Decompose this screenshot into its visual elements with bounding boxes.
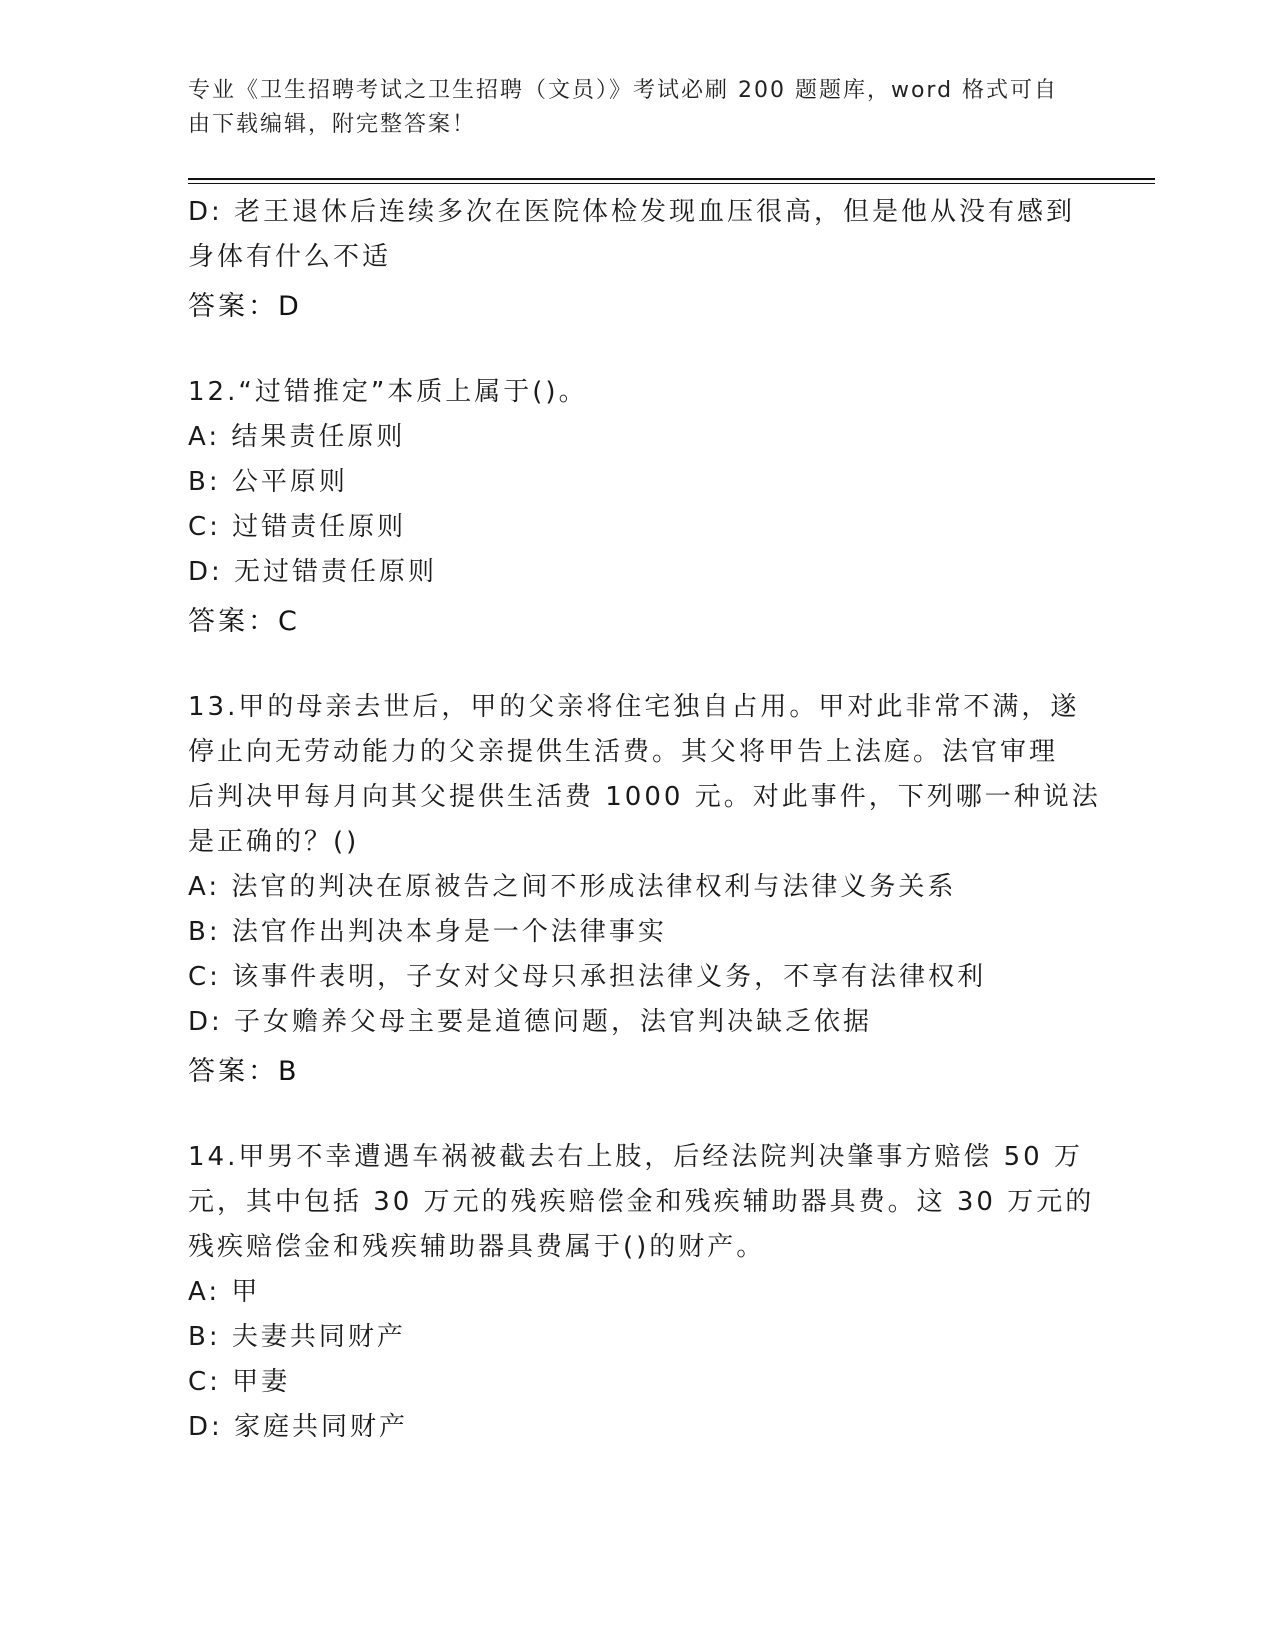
previous-question-tail	[188, 190, 1088, 329]
question-13	[188, 685, 1101, 1094]
option-a: A: 结果责任原则	[188, 422, 406, 452]
question-14	[188, 1135, 1095, 1450]
question-text-line-2: 停止向无劳动能力的父亲提供生活费。其父将甲告上法庭。法官审理	[188, 737, 1059, 767]
option-d: D: 家庭共同财产	[188, 1412, 409, 1442]
option-d: D: 子女赡养父母主要是道德问题，法官判决缺乏依据	[188, 1007, 873, 1037]
answer-line: 答案：D	[188, 291, 302, 322]
header-line-1: 专业《卫生招聘考试之卫生招聘（文员）》考试必刷 200 题题库，word 格式可自	[188, 78, 1059, 103]
option-c: C: 该事件表明，子女对父母只承担法律义务，不享有法律权利	[188, 962, 987, 992]
option-a: A: 甲	[188, 1277, 261, 1307]
option-d: D: 老王退休后连续多次在医院体检发现血压很高，但是他从没有感到	[188, 197, 1076, 227]
option-c: C: 甲妻	[188, 1367, 291, 1397]
answer-line: 答案：B	[188, 1056, 300, 1087]
option-b: B: 法官作出判决本身是一个法律事实	[188, 917, 667, 947]
document-header	[188, 74, 1068, 142]
header-rule-thin	[188, 183, 1155, 184]
header-line-2: 由下载编辑，附完整答案！	[188, 112, 477, 137]
option-a: A: 法官的判决在原被告之间不形成法律权利与法律义务关系	[188, 872, 957, 902]
option-b: B: 公平原则	[188, 467, 348, 497]
header-rule-thick	[188, 178, 1155, 180]
question-text-line-1: 14.甲男不幸遭遇车祸被截去右上肢，后经法院判决肇事方赔偿 50 万	[188, 1142, 1083, 1172]
question-text-line-4: 是正确的？()	[188, 827, 360, 857]
question-12	[188, 370, 1088, 644]
question-text-line-3: 残疾赔偿金和残疾辅助器具费属于()的财产。	[188, 1232, 766, 1262]
option-d-continued: 身体有什么不适	[188, 242, 392, 272]
question-text-line-1: 13.甲的母亲去世后，甲的父亲将住宅独自占用。甲对此非常不满，遂	[188, 692, 1080, 722]
answer-line: 答案：C	[188, 606, 300, 637]
option-c: C: 过错责任原则	[188, 512, 407, 542]
document-content	[188, 190, 1101, 1450]
option-d: D: 无过错责任原则	[188, 557, 438, 587]
question-text-line-3: 后判决甲每月向其父提供生活费 1000 元。对此事件，下列哪一种说法	[188, 782, 1101, 812]
question-text: 12.“过错推定”本质上属于()。	[188, 377, 588, 407]
question-text-line-2: 元，其中包括 30 万元的残疾赔偿金和残疾辅助器具费。这 30 万元的	[188, 1187, 1095, 1217]
option-b: B: 夫妻共同财产	[188, 1322, 406, 1352]
